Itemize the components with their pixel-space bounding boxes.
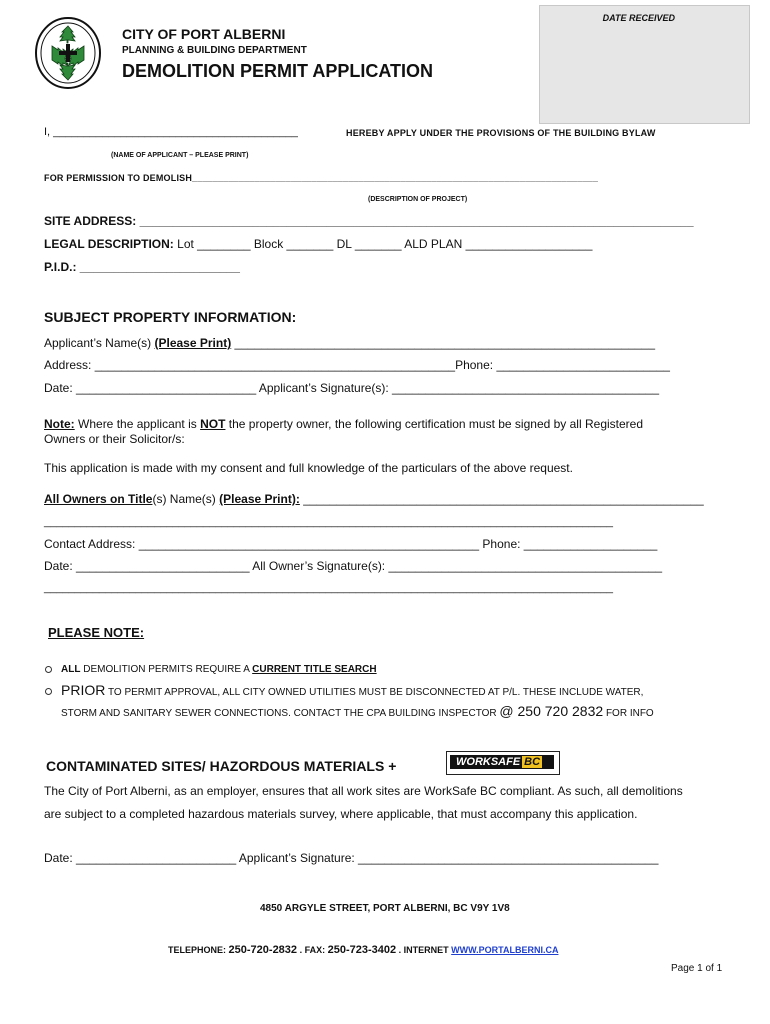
name-caption: (NAME OF APPLICANT – PLEASE PRINT) (111, 152, 249, 159)
contact-address-row[interactable]: Contact Address: ___________________________________________________ Phone: ____________________ (44, 537, 658, 551)
note-text-3: Owners or their Solicitor/s: (44, 432, 185, 446)
applicant-names-row[interactable] (44, 336, 655, 350)
utilities-text: TO PERMIT APPROVAL, ALL CITY OWNED UTILITIES MUST BE DISCONNECTED AT P/L. THESE INCLUDE WATER, (107, 687, 644, 698)
owner-date-signature-row[interactable]: Date: __________________________ All Owner’s Signature(s): _________________________________________ (44, 559, 663, 573)
fax-number: 250-723-3402 (327, 944, 397, 956)
owners-label: All Owners on Title (44, 492, 153, 506)
city-logo (34, 16, 102, 90)
applicant-name-line[interactable] (44, 126, 298, 138)
contaminated-heading: CONTAMINATED SITES/ HAZORDOUS MATERIALS + (46, 758, 397, 774)
note-line (44, 417, 643, 431)
worksafe-bc: BC (524, 756, 541, 768)
pid-field[interactable]: P.I.D.: ________________________ (44, 260, 240, 274)
legal-description-row[interactable] (44, 237, 592, 251)
page-title: DEMOLITION PERMIT APPLICATION (122, 61, 433, 81)
for-info: FOR INFO (605, 708, 654, 719)
all-label: ALL (61, 664, 81, 675)
bullet-icon (45, 666, 52, 673)
permission-line[interactable]: FOR PERMISSION TO DEMOLISH______________________________________________________________________________ (44, 173, 599, 183)
owners-names-field[interactable]: ____________________________________________________________ (303, 492, 704, 506)
please-note-heading: PLEASE NOTE: (48, 625, 145, 640)
utilities-note (61, 682, 643, 698)
current-title-search: CURRENT TITLE SEARCH (252, 664, 377, 675)
applicant-names-field[interactable]: _______________________________________________________________ (234, 336, 655, 350)
prior-label: PRIOR (61, 682, 106, 698)
site-address-field[interactable]: SITE ADDRESS: ___________________________________________________________________________________ (44, 214, 694, 228)
legal-description-label: LEGAL DESCRIPTION: (44, 237, 174, 251)
telephone-number: 250-720-2832 (228, 944, 298, 956)
page-number: Page 1 of 1 (671, 963, 723, 974)
applicant-names-label: Applicant’s Name(s) (44, 336, 152, 350)
owners-names-field-2[interactable]: _____________________________________________________________________________________________ (44, 516, 613, 528)
footer-address: 4850 ARGYLE STREET, PORT ALBERNI, BC V9Y 1V8 (260, 903, 510, 914)
title-search-text: DEMOLITION PERMITS REQUIRE A (83, 664, 250, 675)
consent-statement: This application is made with my consent and full knowledge of the particulars of the above request. (44, 461, 573, 475)
owners-names-row[interactable] (44, 492, 704, 506)
worksafe-bc-logo (446, 751, 560, 775)
date-received-box[interactable] (539, 5, 750, 124)
subject-heading: SUBJECT PROPERTY INFORMATION: (44, 309, 297, 325)
worksafe-paragraph-2: are subject to a completed hazardous materials survey, where applicable, that must accompany this application. (44, 807, 638, 821)
bullet-icon (45, 688, 52, 695)
owners-label-2: (s) Name(s) (152, 492, 216, 506)
telephone-label: TELEPHONE: (168, 945, 227, 955)
note-not: NOT (200, 417, 226, 431)
date-received-label: DATE RECEIVED (602, 13, 675, 23)
owners-signature-field-2[interactable]: _____________________________________________________________________________________________ (44, 582, 613, 594)
description-caption: (DESCRIPTION OF PROJECT) (368, 196, 468, 203)
inspector-phone: @ 250 720 2832 (499, 703, 604, 719)
title-search-note (61, 664, 377, 675)
date-signature-row[interactable]: Date: ___________________________ Applicant’s Signature(s): ________________________________________ (44, 381, 660, 395)
utilities-note-2 (61, 703, 654, 719)
footer-contact (168, 944, 558, 956)
legal-description-fields[interactable]: Lot ________ Block _______ DL _______ ALD PLAN ___________________ (177, 237, 593, 251)
department-name: PLANNING & BUILDING DEPARTMENT (122, 45, 307, 56)
internet-label: . INTERNET (398, 945, 449, 955)
website-link[interactable]: WWW.PORTALBERNI.CA (451, 945, 559, 955)
note-text-2: the property owner, the following certification must be signed by all Registered (228, 417, 644, 431)
note-label: Note: (44, 417, 75, 431)
fax-label: . FAX: (299, 945, 326, 955)
worksafe-work: WORK (456, 756, 491, 768)
worksafe-safe: SAFE (490, 756, 521, 768)
utilities-text-2: STORM AND SANITARY SEWER CONNECTIONS. CONTACT THE CPA BUILDING INSPECTOR (61, 708, 497, 719)
owners-please-print: (Please Print): (219, 492, 300, 506)
note-text: Where the applicant is (78, 417, 197, 431)
address-phone-row[interactable]: Address: ______________________________________________________Phone: __________________________ (44, 358, 670, 372)
hazmat-date-signature-row[interactable]: Date: ________________________ Applicant’s Signature: _____________________________________________ (44, 851, 659, 865)
applicant-name-field[interactable]: I, ________________________________________ (44, 126, 298, 138)
city-name: CITY OF PORT ALBERNI (122, 26, 286, 42)
worksafe-paragraph-1: The City of Port Alberni, as an employer, ensures that all work sites are WorkSafe BC compliant. As such, all demolitions (44, 784, 683, 798)
please-print-label: (Please Print) (154, 336, 232, 350)
apply-statement: HEREBY APPLY UNDER THE PROVISIONS OF THE BUILDING BYLAW (346, 128, 656, 138)
